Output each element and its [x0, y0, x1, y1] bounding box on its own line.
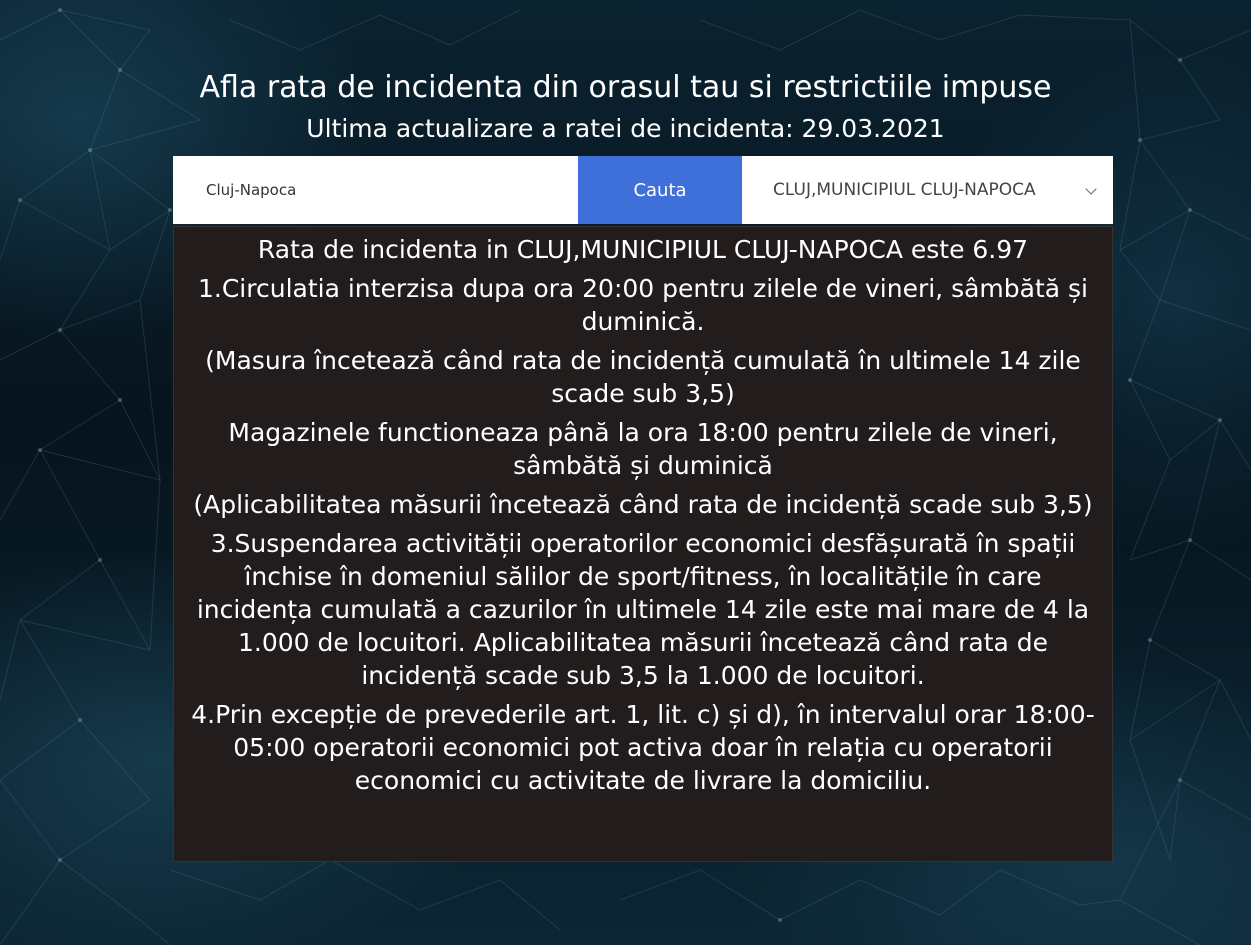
- locality-select-value: CLUJ,MUNICIPIUL CLUJ-NAPOCA: [773, 180, 1036, 200]
- restriction-paragraph: (Masura încetează când rata de incidență cumulată în ultimele 14 zile scade sub 3,5): [205, 346, 1081, 408]
- page-header: [0, 66, 1251, 148]
- restriction-paragraph: 4.Prin excepție de prevederile art. 1, lit. c) și d), în intervalul orar 18:00-05:00 operatorii economici pot activa doar în relația cu operatorii economici cu activitate de livrare la domiciliu.: [191, 700, 1095, 795]
- page-title: Afla rata de incidenta din orasul tau si restrictiile impuse: [199, 70, 1052, 105]
- result-panel: [173, 226, 1113, 862]
- incidence-rate-text: Rata de incidenta in CLUJ,MUNICIPIUL CLUJ-NAPOCA este 6.97: [257, 235, 1029, 264]
- restriction-paragraph: Magazinele functioneaza până la ora 18:00 pentru zilele de vineri, sâmbătă și duminică: [228, 418, 1058, 480]
- restriction-paragraph: 3.Suspendarea activității operatorilor economici desfășurată în spații închise în domeniul sălilor de sport/fitness, în localitățile în care incidența cumulată a cazurilor în ultimele 14 zile este mai mare de 4 la 1.000 de locuitori. Aplicabilitatea măsurii încetează când rata de incidență scade sub 3,5 la 1.000 de locuitori.: [196, 529, 1090, 690]
- search-button[interactable]: Cauta: [578, 156, 742, 224]
- chevron-down-icon: [1085, 183, 1096, 194]
- last-update-subtitle: Ultima actualizare a ratei de incidenta: 29.03.2021: [306, 114, 945, 143]
- search-bar: [173, 156, 1113, 224]
- city-search-input[interactable]: [173, 156, 578, 224]
- locality-select[interactable]: [742, 156, 1113, 224]
- restriction-paragraph: 1.Circulatia interzisa dupa ora 20:00 pentru zilele de vineri, sâmbătă și duminică.: [198, 274, 1088, 336]
- restriction-paragraph: (Aplicabilitatea măsurii încetează când rata de incidență scade sub 3,5): [193, 490, 1093, 519]
